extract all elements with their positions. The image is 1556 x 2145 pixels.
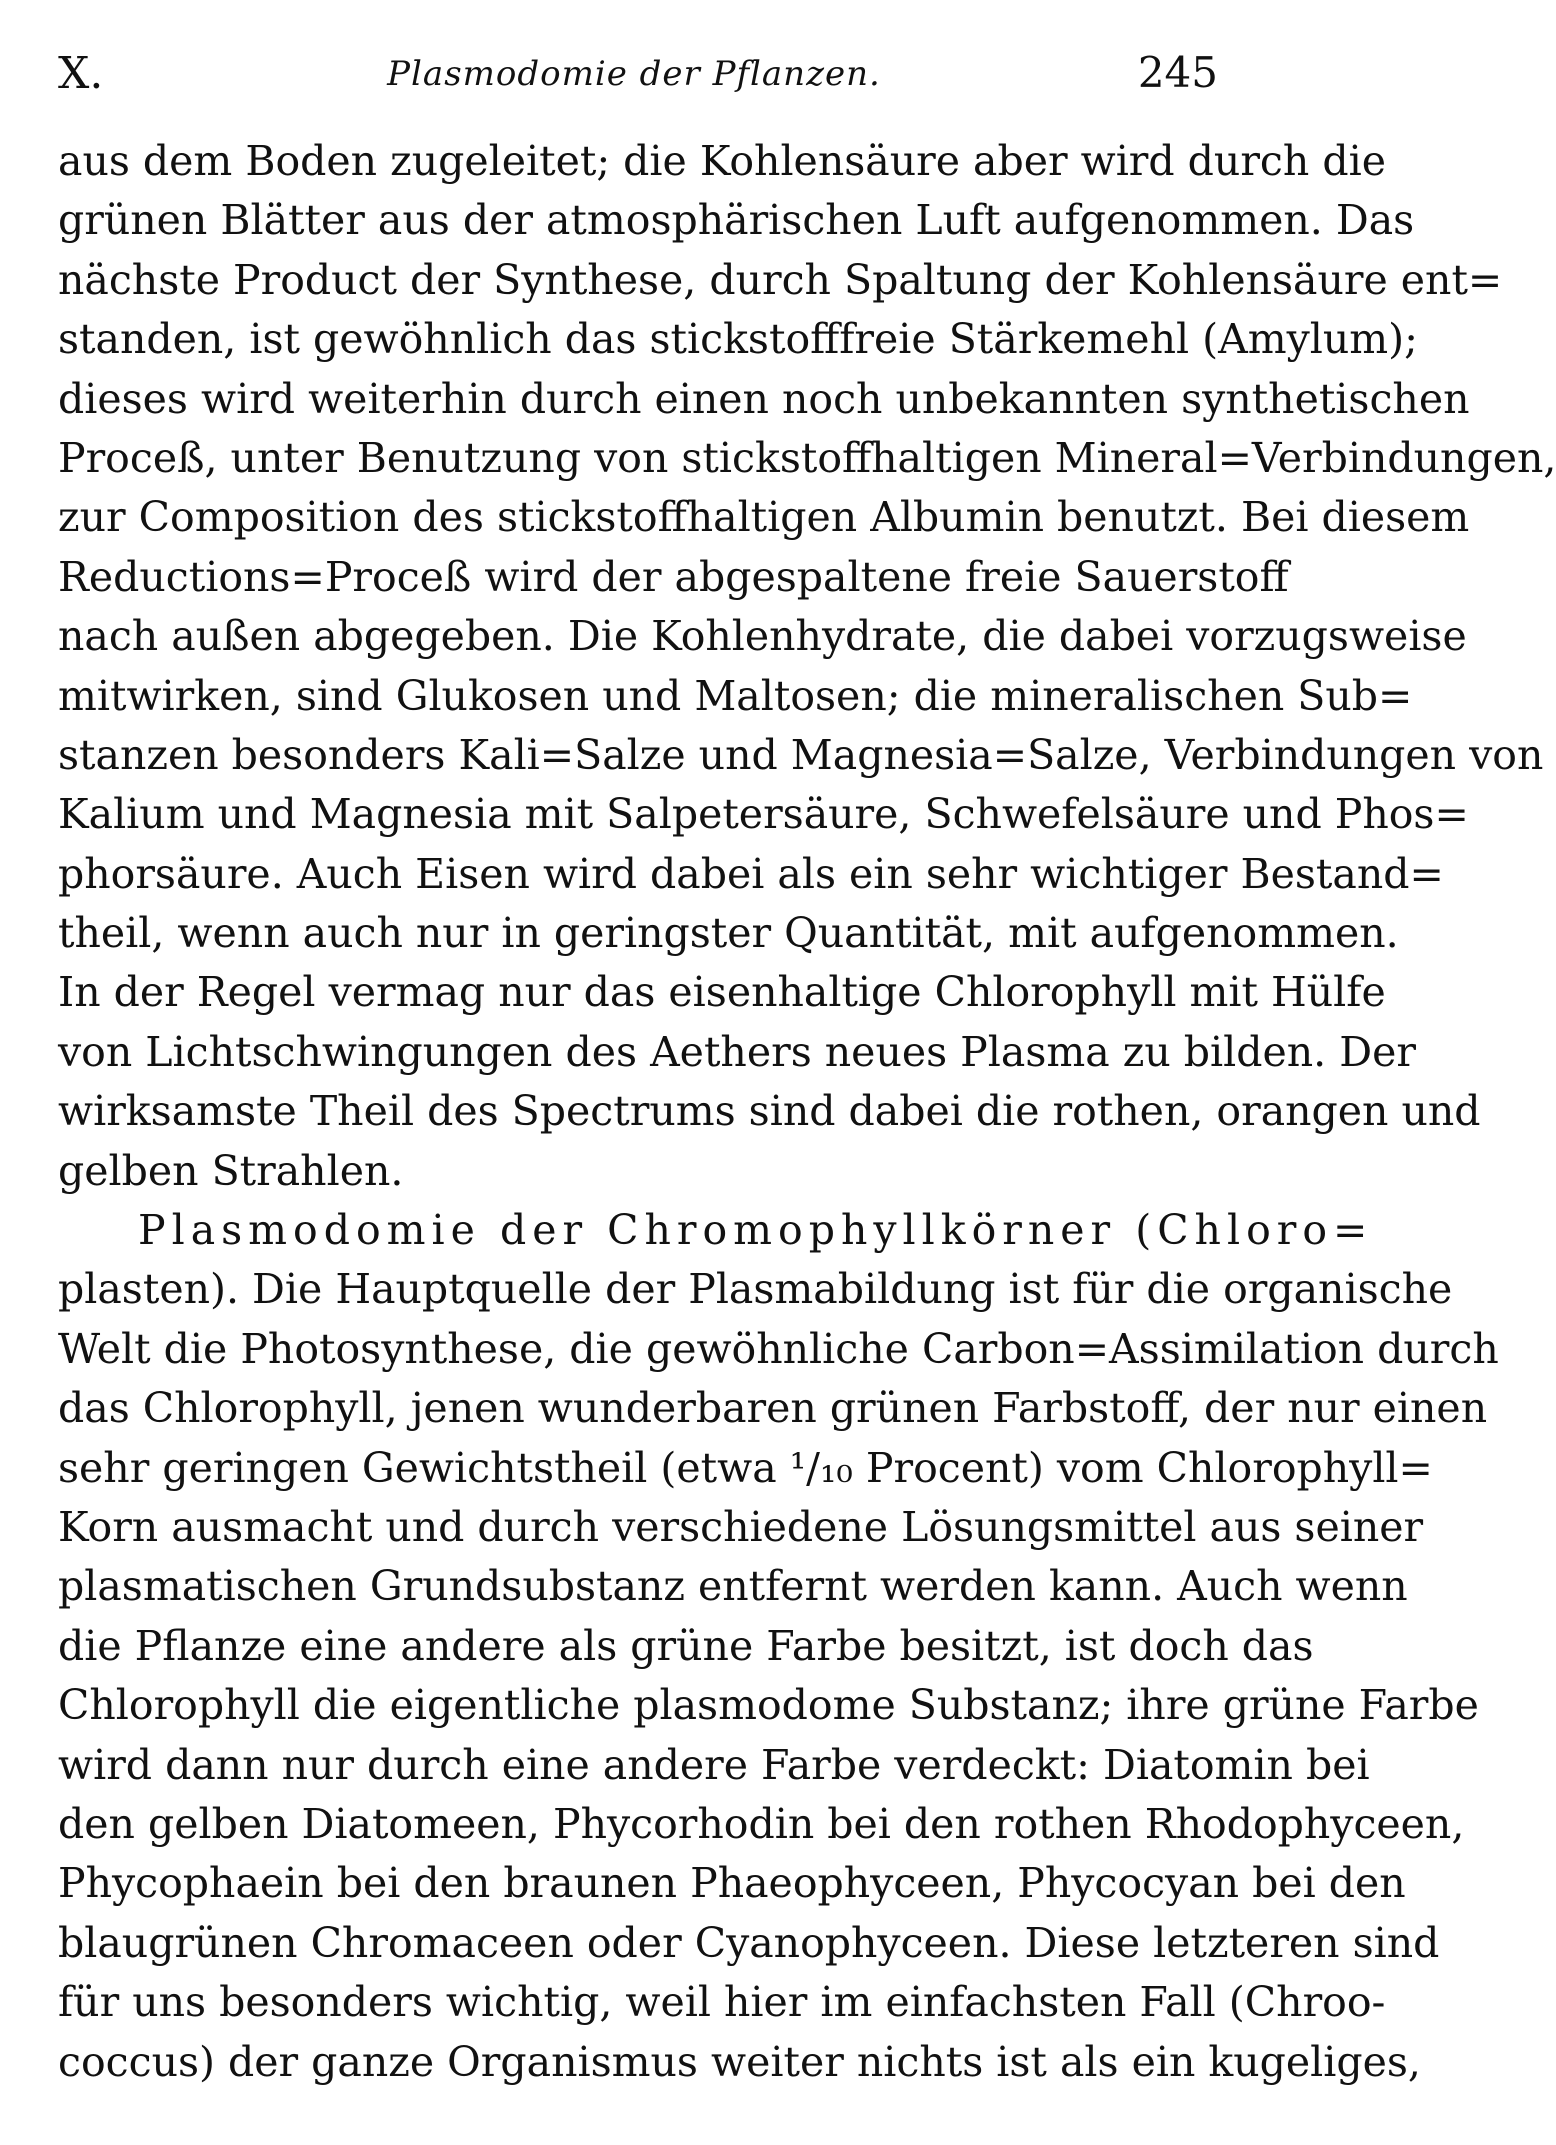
text-line: dieses wird weiterhin durch einen noch unbekannten synthetischen — [58, 374, 1470, 423]
text-line: sehr geringen Gewichtstheil (etwa ¹/₁₀ Procent) vom Chlorophyll= — [58, 1443, 1433, 1492]
text-line: mitwirken, sind Glukosen und Maltosen; die mineralischen Sub= — [58, 671, 1413, 720]
text-line: nächste Product der Synthese, durch Spaltung der Kohlensäure ent= — [58, 255, 1503, 304]
paragraph — [58, 1201, 1499, 2092]
body-text — [58, 132, 1556, 2092]
text-line: das Chlorophyll, jenen wunderbaren grünen Farbstoff, der nur einen — [58, 1384, 1488, 1433]
text-line: von Lichtschwingungen des Aethers neues Plasma zu bilden. Der — [58, 1027, 1416, 1076]
text-line: für uns besonders wichtig, weil hier im einfachsten Fall (Chroo- — [58, 1978, 1386, 2027]
text-line: In der Regel vermag nur das eisenhaltige Chlorophyll mit Hülfe — [58, 968, 1386, 1017]
text-line: wird dann nur durch eine andere Farbe verdeckt: Diatomin bei — [58, 1740, 1370, 1789]
text-line: die Pflanze eine andere als grüne Farbe besitzt, ist doch das — [58, 1621, 1314, 1670]
text-line: coccus) der ganze Organismus weiter nichts ist als ein kugeliges, — [58, 2037, 1421, 2086]
running-header — [0, 40, 1268, 110]
text-line: Chlorophyll die eigentliche plasmodome Substanz; ihre grüne Farbe — [58, 1681, 1479, 1730]
text-line: theil, wenn auch nur in geringster Quantität, mit aufgenommen. — [58, 909, 1399, 958]
text-line: plasten). Die Hauptquelle der Plasmabildung ist für die organische — [58, 1265, 1453, 1314]
text-line: Korn ausmacht und durch verschiedene Lösungsmittel aus seiner — [58, 1502, 1424, 1551]
running-title: Plasmodomie der Pflanzen. — [387, 54, 881, 94]
text-line: stanzen besonders Kali=Salze und Magnesia=Salze, Verbindungen von — [58, 730, 1544, 779]
text-line: plasmatischen Grundsubstanz entfernt werden kann. Auch wenn — [58, 1562, 1408, 1611]
text-line: Kalium und Magnesia mit Salpetersäure, Schwefelsäure und Phos= — [58, 790, 1469, 839]
text-line: Plasmodomie der Chromophyllkörner (Chloro= — [138, 1206, 1374, 1255]
text-line: standen, ist gewöhnlich das stickstofffreie Stärkemehl (Amylum); — [58, 315, 1418, 364]
text-line: zur Composition des stickstoffhaltigen Albumin benutzt. Bei diesem — [58, 493, 1470, 542]
text-line: gelben Strahlen. — [58, 1146, 404, 1195]
text-line: den gelben Diatomeen, Phycorhodin bei den rothen Rhodophyceen, — [58, 1799, 1465, 1848]
text-line: nach außen abgegeben. Die Kohlenhydrate, die dabei vorzugsweise — [58, 612, 1467, 661]
text-line: Phycophaein bei den braunen Phaeophyceen, Phycocyan bei den — [58, 1859, 1406, 1908]
text-line: Welt die Photosynthese, die gewöhnliche Carbon=Assimilation durch — [58, 1324, 1499, 1373]
text-line: grünen Blätter aus der atmosphärischen Luft aufgenommen. Das — [58, 196, 1415, 245]
text-line: blaugrünen Chromaceen oder Cyanophyceen. Diese letzteren sind — [58, 1918, 1440, 1967]
text-line: Reductions=Proceß wird der abgespaltene freie Sauerstoff — [58, 552, 1289, 601]
text-line: wirksamste Theil des Spectrums sind dabei die rothen, orangen und — [58, 1087, 1481, 1136]
text-line: Proceß, unter Benutzung von stickstoffhaltigen Mineral=Verbindungen, — [58, 433, 1556, 482]
text-line: phorsäure. Auch Eisen wird dabei als ein sehr wichtiger Bestand= — [58, 849, 1444, 898]
chapter-number: X. — [58, 48, 104, 99]
paragraph — [58, 132, 1556, 1201]
page-number: 245 — [1137, 48, 1218, 97]
text-line: aus dem Boden zugeleitet; die Kohlensäure aber wird durch die — [58, 137, 1386, 185]
